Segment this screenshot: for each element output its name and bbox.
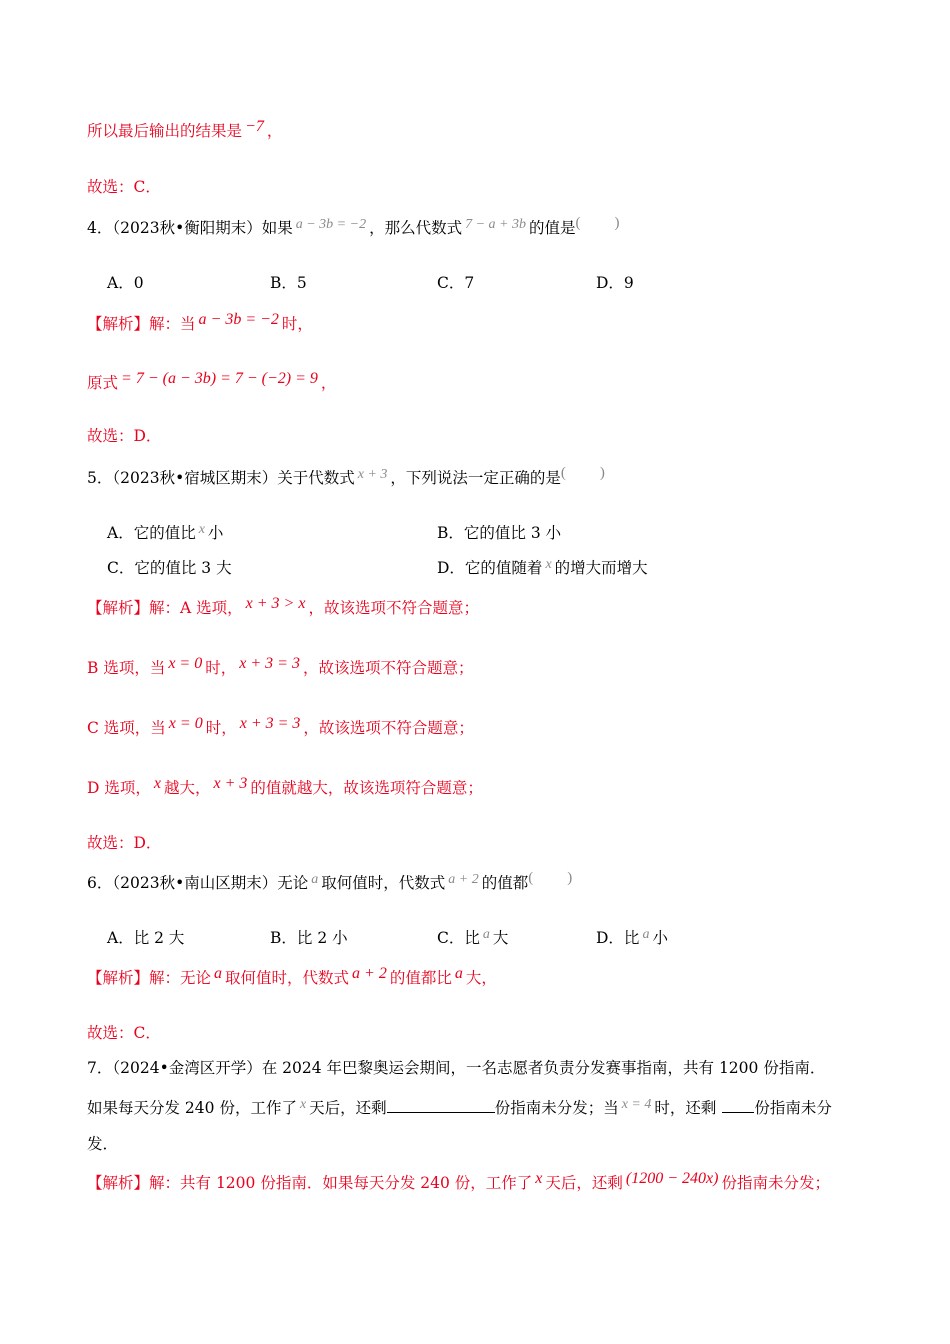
math-expression: a	[214, 965, 223, 982]
math-expression: a	[454, 965, 463, 982]
q4-option-d: D．9	[596, 274, 634, 292]
math-expression: x + 3 = 3	[239, 655, 300, 672]
question-7-stem-1: 7．（2024•金湾区开学）在 2024 年巴黎奥运会期间，一名志愿者负责分发赛事指南，共有 1200 份指南．	[87, 1059, 826, 1077]
q4-answer: 故选：D．	[87, 427, 162, 445]
q6-option-c: C．比 a 大	[437, 927, 509, 947]
math-expression: x + 3	[213, 775, 248, 792]
q6-option-d: D．比 a 小	[596, 927, 668, 947]
q5-option-d: D．它的值随着 x 的增大而增大	[437, 557, 648, 577]
q5-option-b: B．它的值比 3 小	[437, 524, 562, 542]
q5-option-a: A．它的值比 x 小	[107, 522, 224, 542]
prev-result-line: 所以最后输出的结果是 −7 ，	[87, 118, 283, 140]
q5-option-c: C．它的值比 3 大	[107, 559, 232, 577]
question-7-stem-2: 如果每天分发 240 份，工作了 x 天后，还剩 份指南未分发；当 x = 4 时，还剩 份指南未分	[87, 1097, 832, 1117]
math-expression: a	[311, 872, 319, 887]
prev-answer: 故选：C．	[87, 178, 161, 196]
math-expression: a − 3b = −2	[198, 311, 279, 328]
math-expression: x	[299, 1097, 307, 1112]
math-expression: a + 2	[352, 965, 387, 982]
math-expression: x = 4	[621, 1097, 652, 1112]
q5-answer: 故选：D．	[87, 834, 162, 852]
q4-option-b: B．5	[270, 274, 307, 292]
math-expression: x	[153, 775, 161, 792]
math-expression: 7 − a + 3b	[465, 217, 526, 232]
math-expression: x = 0	[168, 655, 203, 672]
math-expression: a	[482, 927, 490, 942]
math-expression: x = 0	[168, 715, 203, 732]
math-expression: x	[198, 522, 205, 537]
math-expression: a	[642, 927, 650, 942]
question-4-stem: 4．（2023秋•衡阳期末）如果 a − 3b = −2 ，那么代数式 7 − a + 3b 的值是( )	[87, 215, 620, 237]
q4-option-a: A．0	[107, 274, 144, 292]
math-expression: x + 3 = 3	[239, 715, 301, 732]
question-7-stem-3: 发．	[87, 1135, 119, 1153]
math-expression: a + 2	[448, 872, 479, 887]
question-6-stem: 6．（2023秋•南山区期末）无论 a 取何值时，代数式 a + 2 的值都( )	[87, 870, 573, 892]
q5-solution-b: B 选项，当 x = 0 时， x + 3 = 3 ，故该选项不符合题意；	[87, 655, 474, 677]
question-5-stem: 5．（2023秋•宿城区期末）关于代数式 x + 3 ，下列说法一定正确的是( )	[87, 465, 605, 487]
math-expression: x	[545, 557, 552, 572]
q5-solution-a: 【解析】解：A 选项， x + 3 > x ，故该选项不符合题意；	[87, 595, 479, 617]
math-expression: x + 3	[357, 467, 388, 482]
math-expression: −7	[245, 118, 264, 135]
q4-solution-1: 【解析】解：当 a − 3b = −2 时，	[87, 311, 313, 333]
q4-solution-2: 原式 = 7 − (a − 3b) = 7 − (−2) = 9 ，	[87, 370, 337, 392]
q5-solution-d: D 选项， x 越大， x + 3 的值就越大，故该选项符合题意；	[87, 775, 483, 797]
q5-solution-c: C 选项，当 x = 0 时， x + 3 = 3 ，故该选项不符合题意；	[87, 715, 474, 737]
q6-answer: 故选：C．	[87, 1024, 161, 1042]
q6-solution: 【解析】解：无论 a 取何值时，代数式 a + 2 的值都比 a 大，	[87, 965, 497, 987]
q7-solution: 【解析】解：共有 1200 份指南．如果每天分发 240 份，工作了 x 天后，还剩 (1200 − 240x) 份指南未分发；	[87, 1170, 830, 1192]
q4-option-c: C．7	[437, 274, 475, 292]
q6-option-b: B．比 2 小	[270, 929, 348, 947]
math-expression: = 7 − (a − 3b) = 7 − (−2) = 9	[121, 370, 318, 387]
q6-option-a: A．比 2 大	[107, 929, 185, 947]
answer-blank-1[interactable]	[387, 1096, 495, 1113]
math-expression: (1200 − 240x)	[625, 1170, 719, 1187]
math-expression: x	[535, 1170, 543, 1187]
math-expression: a − 3b = −2	[295, 217, 367, 232]
math-expression: x + 3 > x	[245, 595, 306, 612]
answer-blank-2[interactable]	[722, 1096, 754, 1113]
